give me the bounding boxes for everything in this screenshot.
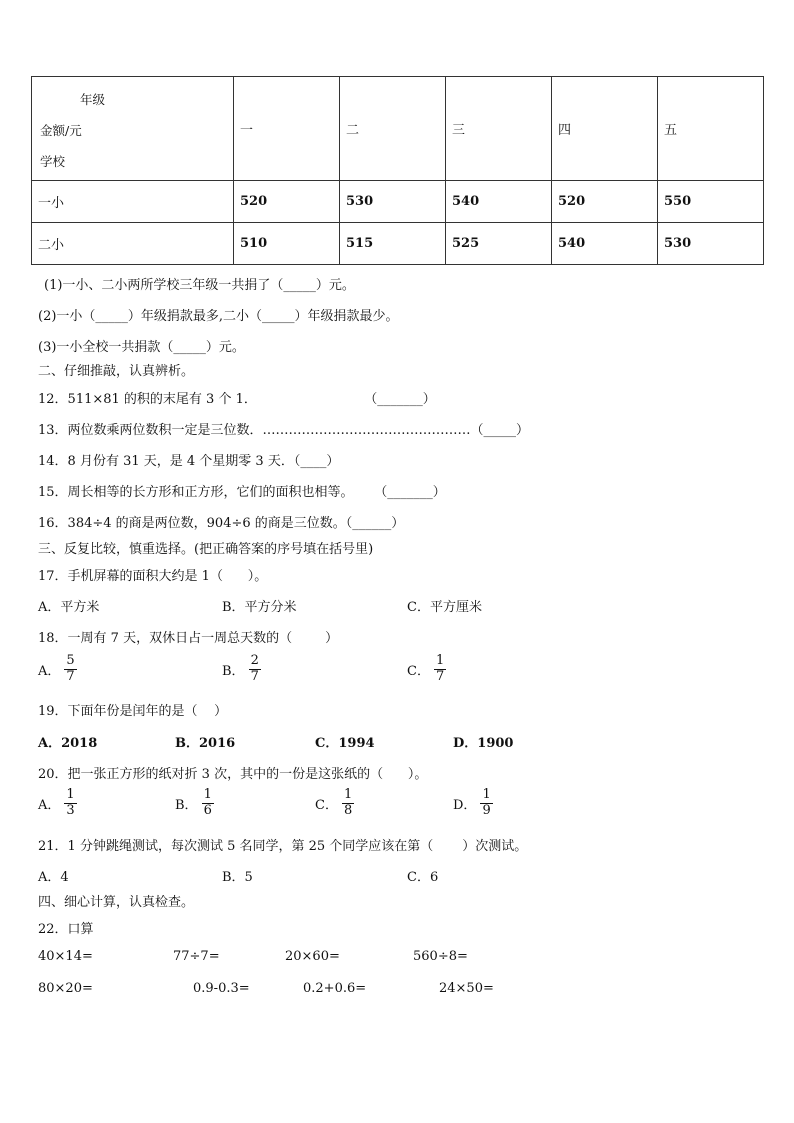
table-cell: 530 <box>658 223 764 265</box>
table-row <box>32 223 764 265</box>
q17-option-c: C．平方厘米 <box>407 600 482 615</box>
question-19: 19．下面年份是闰年的是（ ） <box>38 704 228 719</box>
table-cell: 520 <box>552 181 658 223</box>
section-2-heading: 二、仔细推敲，认真辨析。 <box>38 364 195 379</box>
grade-header: 三 <box>446 77 552 181</box>
numerator: 1 <box>203 787 212 802</box>
calc-item: 24×50= <box>439 981 494 996</box>
option-label: D． <box>453 797 477 813</box>
q18-option-a <box>38 654 77 685</box>
denominator: 7 <box>66 668 75 684</box>
q20-option-b <box>175 788 214 819</box>
table-cell: 510 <box>234 223 340 265</box>
numerator: 1 <box>66 787 75 802</box>
table-header-row <box>32 77 764 181</box>
option-label: A． <box>38 797 61 813</box>
denominator: 7 <box>435 668 445 684</box>
table-cell: 515 <box>340 223 446 265</box>
question-22: 22．口算 <box>38 922 94 937</box>
q20-option-d <box>453 788 493 819</box>
q18-option-c <box>407 654 446 685</box>
q21-option-c: C．6 <box>407 870 439 885</box>
donation-table <box>31 76 764 265</box>
question-18: 18．一周有 7 天，双休日占一周总天数的（ ） <box>38 631 339 646</box>
table-row <box>32 181 764 223</box>
numerator: 1 <box>435 653 445 668</box>
denominator: 3 <box>66 802 75 818</box>
q19-option-d: D．1900 <box>453 736 514 751</box>
numerator: 5 <box>66 653 75 668</box>
table-cell: 530 <box>340 181 446 223</box>
numerator: 2 <box>250 653 259 668</box>
grade-header: 四 <box>552 77 658 181</box>
numerator: 1 <box>482 787 491 802</box>
table-cell: 540 <box>552 223 658 265</box>
q19-option-a: A．2018 <box>38 736 98 751</box>
denominator: 6 <box>203 802 212 818</box>
q17-option-a: A．平方米 <box>38 600 100 615</box>
question-21: 21．1 分钟跳绳测试，每次测试 5 名同学，第 25 个同学应该在第（ ）次测试。 <box>38 839 528 854</box>
q21-option-a: A．4 <box>38 870 69 885</box>
fraction <box>342 788 354 819</box>
option-label: A． <box>38 663 61 679</box>
option-label: C． <box>407 663 430 679</box>
q19-option-c: C．1994 <box>315 736 375 751</box>
calc-item: 0.2+0.6= <box>303 981 367 996</box>
calc-item: 40×14= <box>38 949 93 964</box>
option-label: B． <box>175 797 198 813</box>
option-label: B． <box>222 663 245 679</box>
q18-option-b <box>222 654 261 685</box>
denominator: 7 <box>250 668 259 684</box>
table-corner-cell <box>32 77 234 181</box>
grade-header: 二 <box>340 77 446 181</box>
q20-option-a <box>38 788 77 819</box>
fraction <box>64 654 76 685</box>
question-17: 17．手机屏幕的面积大约是 1（ ）。 <box>38 569 268 584</box>
school-name: 二小 <box>32 223 234 265</box>
grade-header: 一 <box>234 77 340 181</box>
table-cell: 550 <box>658 181 764 223</box>
table-cell: 525 <box>446 223 552 265</box>
denominator: 9 <box>482 802 491 818</box>
fraction <box>202 788 214 819</box>
section-3-heading: 三、反复比较，慎重选择。(把正确答案的序号填在括号里) <box>38 542 374 557</box>
option-label: C． <box>315 797 338 813</box>
question-15: 15．周长相等的长方形和正方形，它们的面积也相等。 （_______） <box>38 485 446 500</box>
header-grade-label: 年级 <box>80 92 106 107</box>
calc-item: 77÷7= <box>173 949 220 964</box>
question-11-part-2: (2)一小（_____）年级捐款最多,二小（_____）年级捐款最少。 <box>38 309 399 324</box>
q19-option-b: B．2016 <box>175 736 236 751</box>
table-cell: 540 <box>446 181 552 223</box>
q20-option-c <box>315 788 354 819</box>
fraction <box>64 788 76 819</box>
calc-item: 80×20= <box>38 981 93 996</box>
question-16: 16．384÷4 的商是两位数，904÷6 的商是三位数。（______） <box>38 516 405 531</box>
denominator: 8 <box>343 802 353 818</box>
q21-option-b: B．5 <box>222 870 253 885</box>
section-4-heading: 四、细心计算，认真检查。 <box>38 895 195 910</box>
question-12: 12．511×81 的积的末尾有 3 个 1． （_______） <box>38 392 436 407</box>
question-14: 14．8 月份有 31 天，是 4 个星期零 3 天．（____） <box>38 454 340 469</box>
fraction <box>434 654 446 685</box>
numerator: 1 <box>343 787 353 802</box>
calc-item: 0.9-0.3= <box>193 981 250 996</box>
table-cell: 520 <box>234 181 340 223</box>
school-name: 一小 <box>32 181 234 223</box>
fraction <box>249 654 261 685</box>
question-11-part-3: (3)一小全校一共捐款（_____）元。 <box>38 340 245 355</box>
grade-header: 五 <box>658 77 764 181</box>
question-11-part-1: (1)一小、二小两所学校三年级一共捐了（_____）元。 <box>44 278 355 293</box>
header-amount-label: 金额/元 <box>40 123 82 138</box>
fraction <box>480 788 492 819</box>
calc-item: 560÷8= <box>413 949 468 964</box>
question-13: 13．两位数乘两位数积一定是三位数．…………………………………………（_____） <box>38 423 530 438</box>
q17-option-b: B．平方分米 <box>222 600 297 615</box>
question-20: 20．把一张正方形的纸对折 3 次，其中的一份是这张纸的（ ）。 <box>38 767 428 782</box>
calc-item: 20×60= <box>285 949 340 964</box>
header-school-label: 学校 <box>40 154 66 169</box>
